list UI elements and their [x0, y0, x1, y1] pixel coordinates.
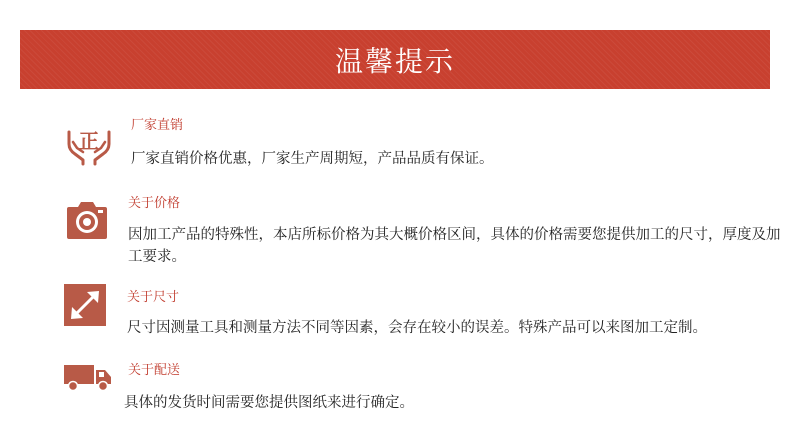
- banner: [20, 30, 770, 89]
- banner-title: 温馨提示: [334, 44, 455, 78]
- notice-title-factory: 厂家直销: [131, 118, 184, 133]
- notice-title-price: 关于价格: [128, 196, 181, 211]
- zheng-glyph: 正: [79, 129, 99, 153]
- notice-body-delivery: 具体的发货时间需要您提供图纸来进行确定。: [124, 395, 414, 411]
- notice-body-factory: 厂家直销价格优惠，厂家生产周期短，产品品质有保证。: [131, 151, 494, 167]
- notice-body-price: 因加工产品的特殊性，本店所标价格为其大概价格区间，具体的价格需要您提供加工的尺寸，厚度及加工要求。: [128, 227, 781, 265]
- hands-zheng-icon: [63, 118, 115, 166]
- truck-icon: [63, 364, 113, 392]
- resize-arrow-icon: [64, 284, 106, 326]
- notice-title-size: 关于尺寸: [127, 290, 180, 305]
- notice-title-delivery: 关于配送: [128, 363, 181, 378]
- camera-icon: [65, 199, 109, 241]
- notice-body-size: 尺寸因测量工具和测量方法不同等因素，会存在较小的误差。特殊产品可以来图加工定制。: [127, 320, 707, 336]
